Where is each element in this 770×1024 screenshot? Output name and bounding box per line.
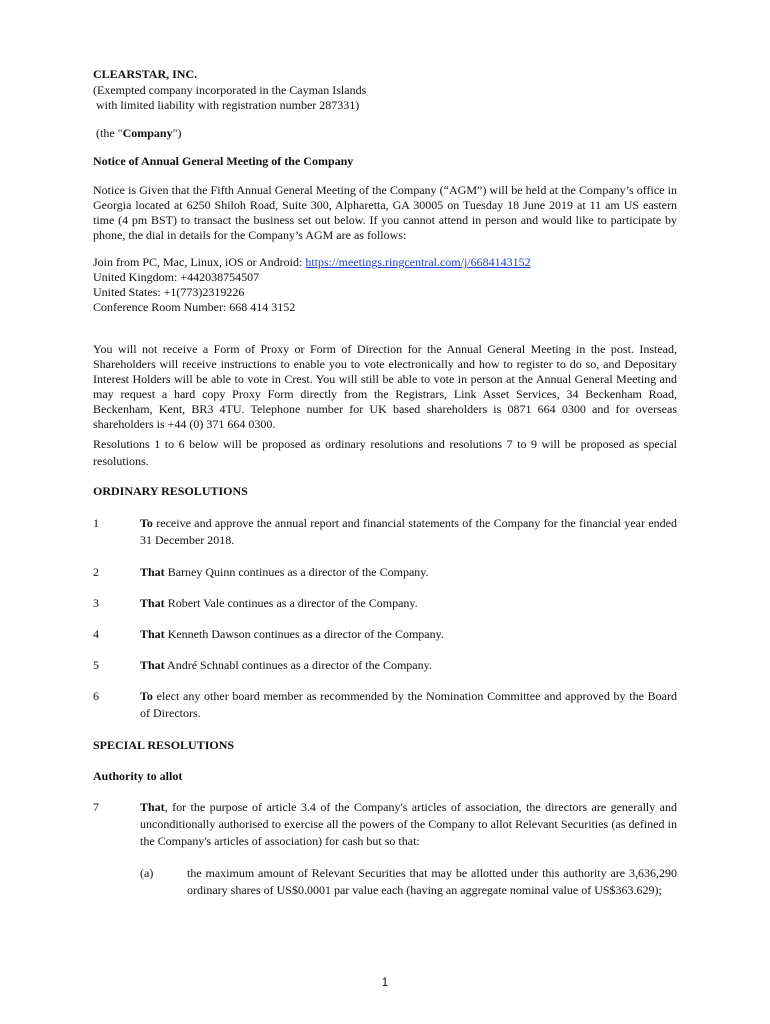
resolution-lead: That — [140, 658, 165, 672]
resolution-lead: To — [140, 516, 153, 530]
resolution-number: 7 — [93, 800, 99, 814]
conference-room-number: Conference Room Number: 668 414 3152 — [93, 300, 296, 314]
company-name: CLEARSTAR, INC. — [93, 67, 198, 81]
resolution-body: elect any other board member as recommended by the Nomination Committee and approved by the Board of Directors. — [140, 689, 677, 720]
join-line — [93, 255, 677, 270]
resolution-text — [140, 626, 677, 643]
definition-suffix: ") — [172, 126, 182, 140]
definition-term: Company — [122, 126, 173, 140]
resolution-text — [140, 564, 677, 581]
resolution-number: 4 — [93, 627, 99, 641]
resolution-body: receive and approve the annual report and financial statements of the Company for the financial year ended 31 December 2018. — [140, 516, 677, 547]
sub-item-text: the maximum amount of Relevant Securities that may be allotted under this authority are 3,636,290 ordinary shares of US$0.0001 par value each (having an aggregate nominal value of US$363.629); — [187, 866, 677, 897]
resolution-number: 2 — [93, 565, 99, 579]
page-number: 1 — [381, 975, 389, 989]
resolution-lead: That — [140, 565, 165, 579]
resolutions-paragraph: Resolutions 1 to 6 below will be proposed as ordinary resolutions and resolutions 7 to 9 will be proposed as special resolutions. — [93, 437, 677, 468]
ordinary-resolutions-heading: ORDINARY RESOLUTIONS — [93, 484, 248, 498]
resolution-lead: To — [140, 689, 153, 703]
resolution-text — [140, 688, 677, 722]
incorporation-line-2: with limited liability with registration number 287331) — [96, 98, 360, 112]
notice-title: Notice of Annual General Meeting of the Company — [93, 154, 354, 168]
resolution-text — [140, 657, 677, 674]
resolution-number: 6 — [93, 689, 99, 703]
join-prefix: Join from PC, Mac, Linux, iOS or Android: — [93, 255, 306, 269]
resolution-body: André Schnabl continues as a director of the Company. — [164, 658, 432, 672]
resolution-number: 1 — [93, 516, 99, 530]
proxy-paragraph: You will not receive a Form of Proxy or Form of Direction for the Annual General Meeting in the post. Instead, Shareholders will receive instructions to enable you to vote electronically and how to register to do so, and Depositary Interest Holders will be able to vote in Crest. You will still be able to vote in person at the Annual General Meeting and may request a hard copy Proxy Form directly from the Registrars, Link Asset Services, 34 Beckenham Road, Beckenham, Kent, BR3 4TU. Telephone number for UK based shareholders is 0871 664 0300 and for overseas shareholders is +44 (0) 371 664 0300. — [93, 342, 677, 431]
resolution-lead: That — [140, 596, 165, 610]
resolution-lead: That — [140, 800, 165, 814]
intro-paragraph: Notice is Given that the Fifth Annual General Meeting of the Company (“AGM”) will be held at the Company’s office in Georgia located at 6250 Shiloh Road, Suite 300, Alpharetta, GA 30005 on Tuesday 18 June 2019 at 11 am US eastern time (4 pm BST) to transact the business set out below. If you cannot attend in person and would like to participate by phone, the dial in details for the Company’s AGM are as follows: — [93, 183, 677, 242]
resolution-lead: That — [140, 627, 165, 641]
us-dial-in: United States: +1(773)2319226 — [93, 285, 245, 299]
resolution-text — [140, 515, 677, 549]
resolution-number: 3 — [93, 596, 99, 610]
uk-dial-in: United Kingdom: +442038754507 — [93, 270, 260, 284]
dial-in-details — [93, 255, 677, 315]
meeting-link[interactable]: https://meetings.ringcentral.com/j/6684143152 — [305, 255, 531, 269]
resolution-text — [140, 595, 677, 612]
resolution-body: , for the purpose of article 3.4 of the Company's articles of association, the directors are generally and unconditionally authorised to exercise all the powers of the Company to allot Relevant Securities (as defined in the Company's articles of association) for cash but so that: — [140, 800, 677, 848]
resolution-body: Robert Vale continues as a director of the Company. — [164, 596, 418, 610]
incorporation-line-1: (Exempted company incorporated in the Cayman Islands — [93, 83, 367, 97]
resolution-body: Kenneth Dawson continues as a director of the Company. — [164, 627, 444, 641]
authority-to-allot-heading: Authority to allot — [93, 769, 183, 783]
company-definition — [96, 126, 680, 141]
special-resolutions-heading: SPECIAL RESOLUTIONS — [93, 738, 235, 752]
definition-prefix: (the " — [96, 126, 123, 140]
resolution-text — [140, 799, 677, 850]
resolution-body: Barney Quinn continues as a director of the Company. — [164, 565, 429, 579]
sub-item-label: (a) — [140, 866, 154, 880]
resolution-number: 5 — [93, 658, 99, 672]
